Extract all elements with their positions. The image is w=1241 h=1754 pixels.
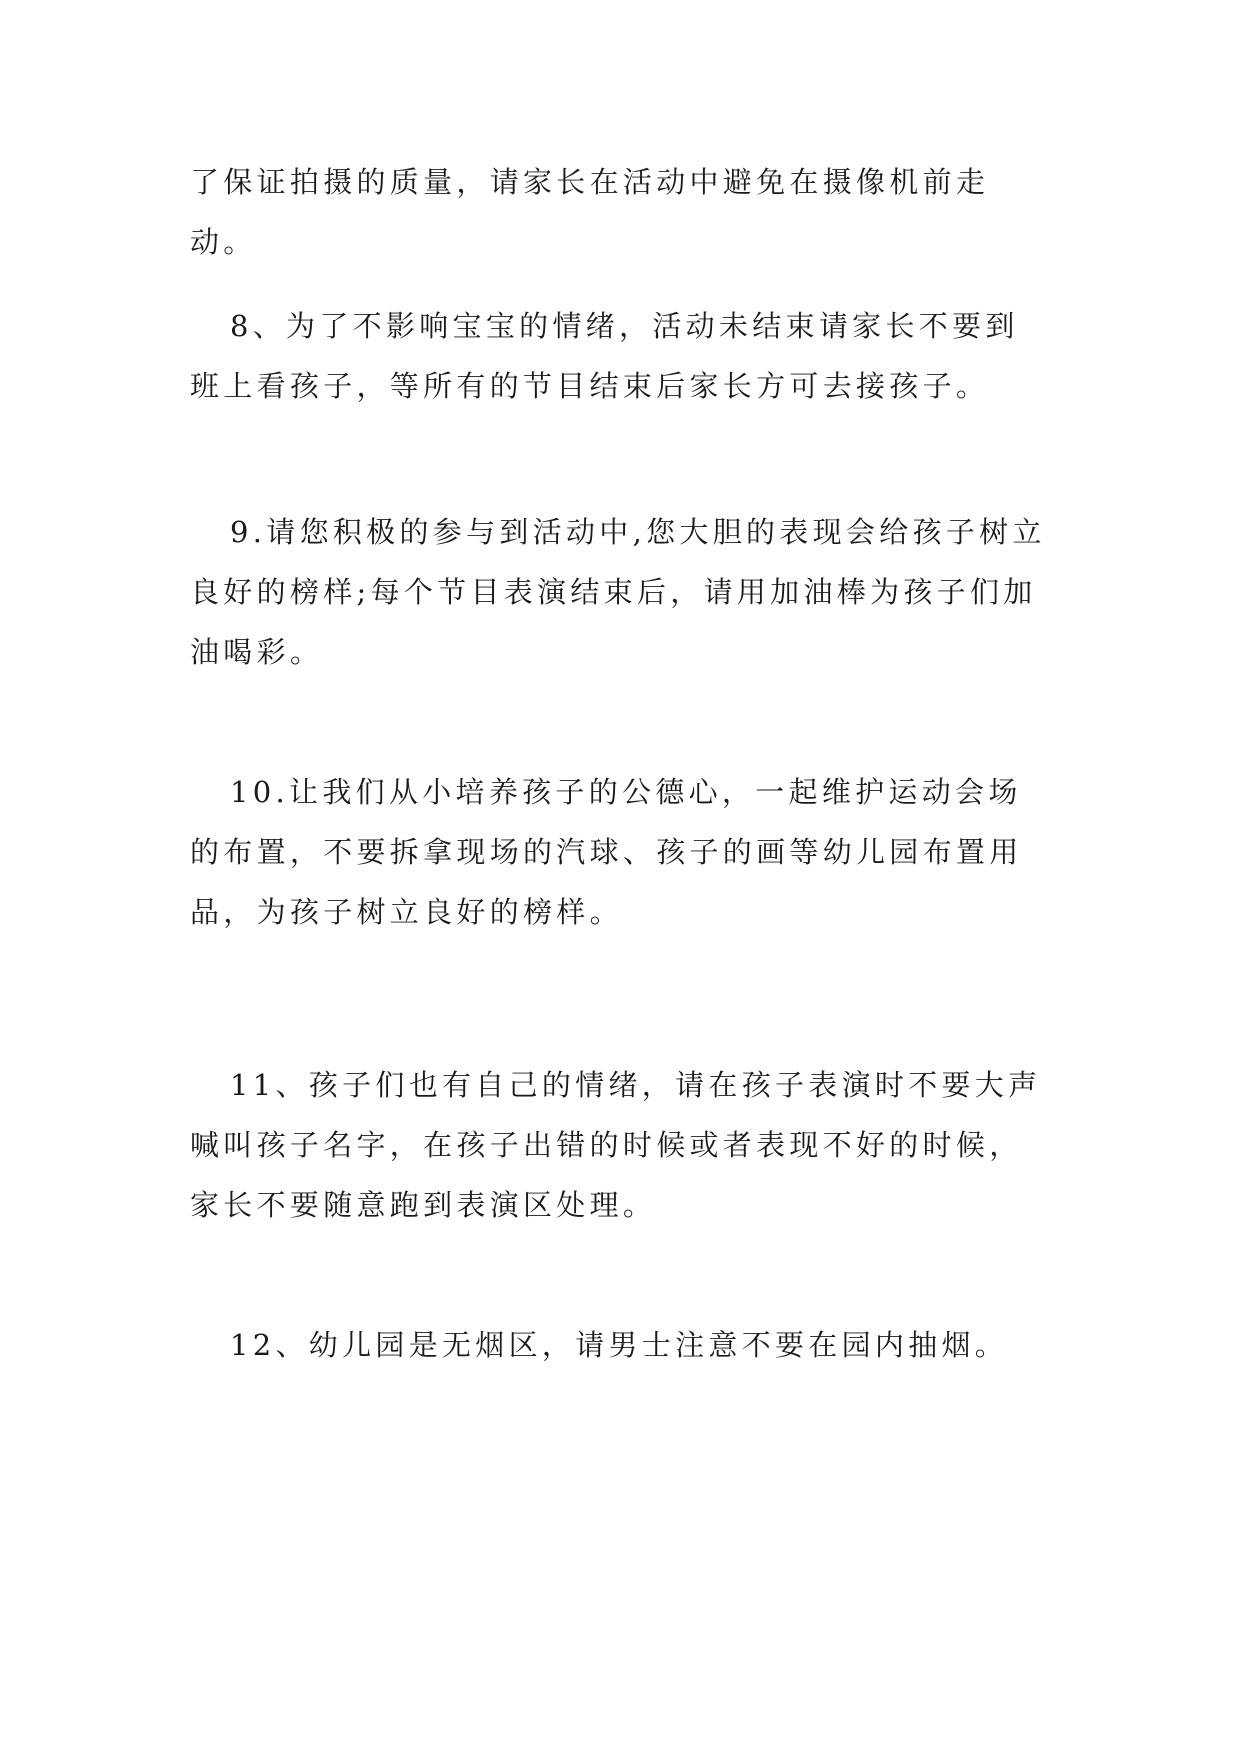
paragraph-8: 8、为了不影响宝宝的情绪，活动未结束请家长不要到班上看孩子，等所有的节目结束后家长方可去接孩子。 — [190, 309, 1019, 403]
paragraph-9: 9.请您积极的参与到活动中,您大胆的表现会给孩子树立良好的榜样;每个节目表演结束后，请用加油棒为孩子们加油喝彩。 — [190, 515, 1046, 669]
paragraph-10: 10.让我们从小培养孩子的公德心，一起维护运动会场的布置，不要拆拿现场的汽球、孩子的画等幼儿园布置用品，为孩子树立良好的榜样。 — [190, 775, 1023, 929]
paragraph-7-continued: 了保证拍摄的质量，请家长在活动中避免在摄像机前走动。 — [190, 165, 990, 259]
paragraph-11: 11、孩子们也有自己的情绪，请在孩子表演时不要大声喊叫孩子名字，在孩子出错的时候或者表现不好的时候，家长不要随意跑到表演区处理。 — [190, 1068, 1042, 1222]
paragraph-12: 12、幼儿园是无烟区，请男士注意不要在园内抽烟。 — [230, 1328, 1009, 1362]
